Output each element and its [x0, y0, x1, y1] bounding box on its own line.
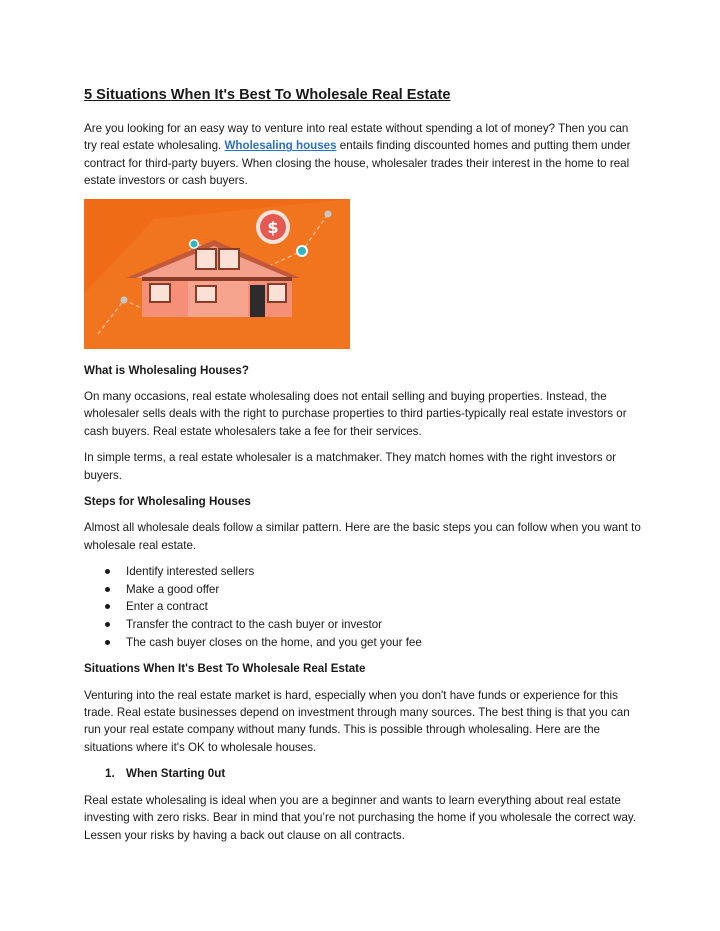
list-item-text: Enter a contract [126, 600, 208, 614]
list-item-text: The cash buyer closes on the home, and you get your fee [126, 635, 422, 649]
list-item-text: Make a good offer [126, 582, 220, 596]
bullet-icon [105, 569, 110, 574]
list-item-text: Identify interested sellers [126, 565, 255, 579]
list-item [84, 581, 644, 599]
wholesaling-houses-link[interactable]: Wholesaling houses [224, 139, 337, 153]
numbered-item [84, 765, 644, 782]
section1-paragraph-1: On many occasions, real estate wholesaling does not entail selling and buying properties. Instead, the wholesaler sells deals with the right to purchase properties to third parties-typically real estate investors or cash buyers. Real estate wholesalers take a fee for their services. [84, 390, 627, 438]
section3-paragraph-1: Venturing into the real estate market is hard, especially when you don't have funds or experience for this trade. Real estate businesses depend on investment through many sources. The best thing is that you can run your real estate company without many funds. This is possible through wholesaling. Here are the situations where it's OK to wholesale houses. [84, 688, 630, 754]
list-item [84, 616, 644, 634]
article-title: 5 Situations When It's Best To Wholesale Real Estate [84, 87, 451, 103]
section-heading-what-is-wholesaling: What is Wholesaling Houses? [84, 363, 249, 377]
list-item-text: Transfer the contract to the cash buyer or investor [126, 618, 383, 632]
bullet-icon [105, 587, 110, 592]
situations-list [84, 765, 644, 782]
article-body [84, 86, 644, 853]
list-item [84, 563, 644, 581]
list-item [84, 598, 644, 616]
intro-paragraph [84, 120, 644, 190]
numbered-item-label: When Starting 0ut [126, 767, 226, 781]
situation1-paragraph: Real estate wholesaling is ideal when you are a beginner and wants to learn everything about real estate investing with zero risks. Bear in mind that you’re not purchasing the home if you wholesale the correct way. Lessen your risks by having a back out clause on all contracts. [84, 793, 637, 842]
bullet-icon [105, 604, 110, 609]
intro-text-end: entails finding discounted homes and putting them under contract for third-party buyers. When closing the house, wholesaler trades their interest in the home to real estate investors or cash buyers. [84, 139, 631, 188]
svg-text:$: $ [267, 217, 279, 237]
list-number: 1. [105, 767, 115, 781]
intro-text-start: Are you looking for an easy way to venture into real estate without spending a lot of money? Then you can try real estate wholesaling. [84, 122, 629, 153]
bullet-icon [105, 640, 110, 645]
section-heading-situations: Situations When It's Best To Wholesale Real Estate [84, 662, 366, 676]
section2-paragraph-1: Almost all wholesale deals follow a similar pattern. Here are the basic steps you can follow when you want to wholesale real estate. [84, 521, 641, 552]
section-heading-steps: Steps for Wholesaling Houses [84, 495, 251, 509]
steps-list [84, 563, 644, 651]
section1-paragraph-2: In simple terms, a real estate wholesaler is a matchmaker. They match homes with the right investors or buyers. [84, 451, 617, 482]
list-item [84, 634, 644, 652]
bullet-icon [105, 622, 110, 627]
house-with-dollar-growth-icon [84, 199, 350, 349]
